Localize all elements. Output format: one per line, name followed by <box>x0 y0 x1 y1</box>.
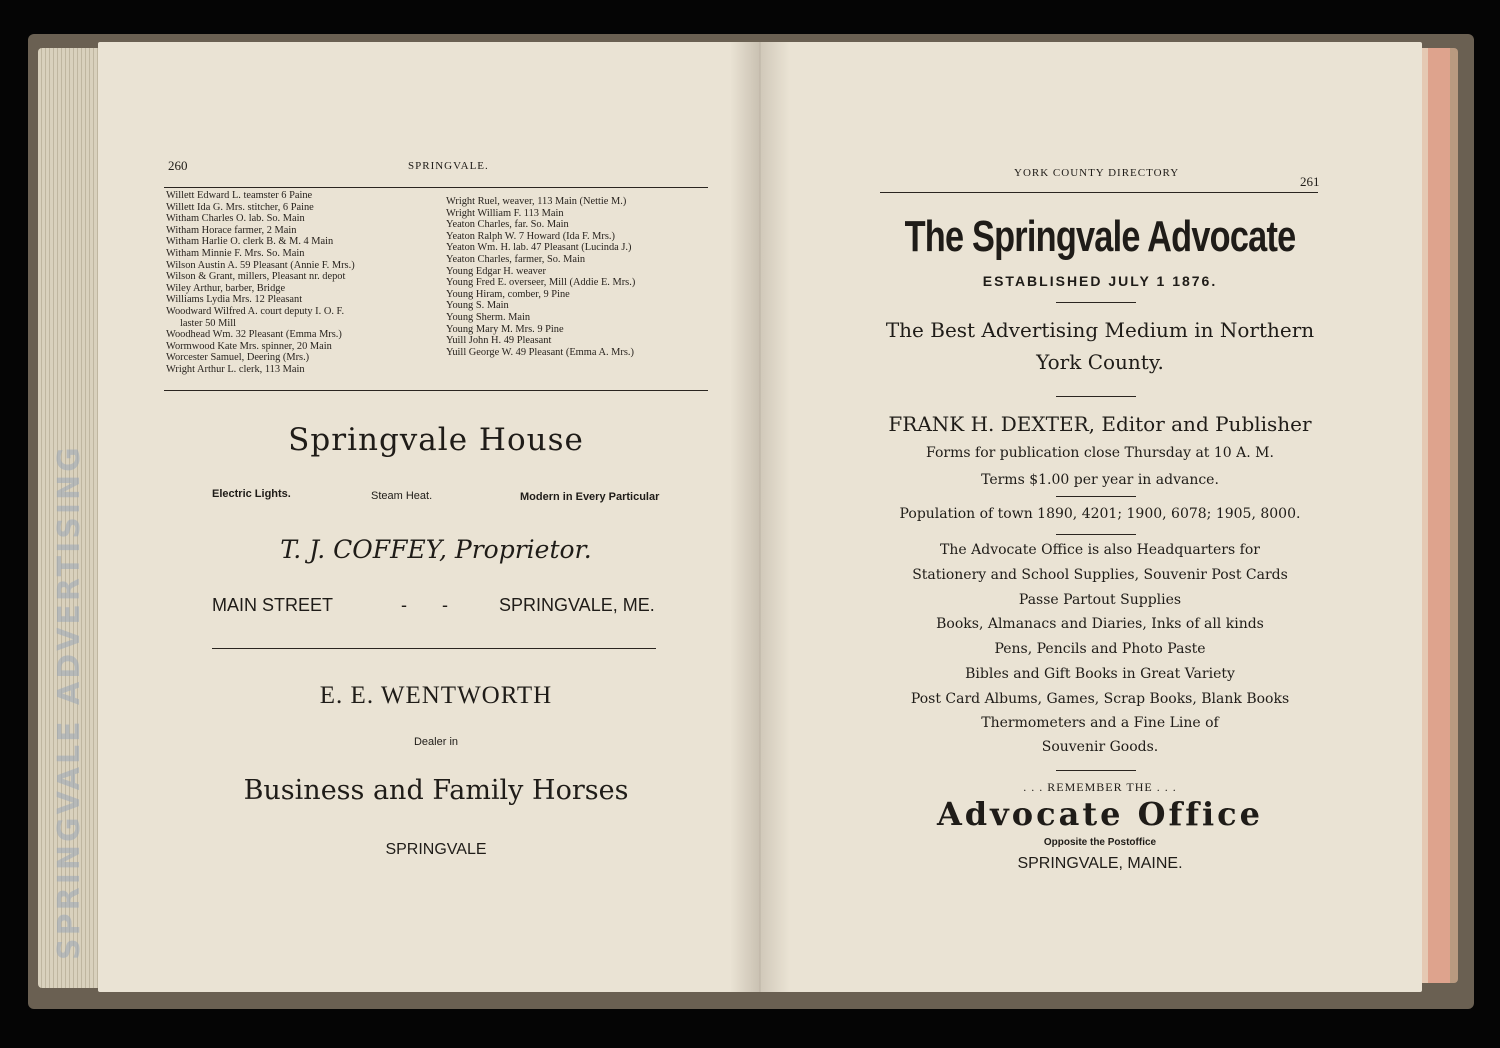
list-item: Wright Arthur L. clerk, 113 Main <box>166 363 305 375</box>
advocate-terms: Terms $1.00 per year in advance. <box>981 472 1219 488</box>
list-item: Witham Harlie O. clerk B. & M. 4 Main <box>166 236 334 248</box>
ad-springvale-house-title: Springvale House <box>288 422 584 458</box>
page-number-left: 260 <box>168 158 188 173</box>
list-item: Yuill George W. 49 Pleasant (Emma A. Mrs.) <box>446 346 634 358</box>
office-line: Stationery and School Supplies, Souvenir Post Cards <box>912 567 1288 583</box>
advocate-established: ESTABLISHED JULY 1 1876. <box>982 273 1218 289</box>
list-item: Wormwood Kate Mrs. spinner, 20 Main <box>166 340 332 352</box>
right-page <box>760 42 1422 992</box>
ad-proprietor: T. J. COFFEY, Proprietor. <box>280 535 592 564</box>
ad-wentworth-name: E. E. WENTWORTH <box>319 682 553 709</box>
advocate-title: The Springvale Advocate <box>904 212 1296 261</box>
page-edge-label: SPRINGVALE ADVERTISING <box>52 444 87 960</box>
list-item: Witham Minnie F. Mrs. So. Main <box>166 247 305 259</box>
list-item: Yuill John H. 49 Pleasant <box>446 335 552 347</box>
list-item: Young Edgar H. weaver <box>446 265 546 277</box>
ad-address-street: MAIN STREET <box>212 595 334 615</box>
office-line: Books, Almanacs and Diaries, Inks of all kinds <box>936 616 1264 632</box>
short-rule <box>1056 302 1136 303</box>
list-item: Willett Edward L. teamster 6 Paine <box>166 190 313 201</box>
list-item: Wiley Arthur, barber, Bridge <box>166 282 286 294</box>
list-item: Woodhead Wm. 32 Pleasant (Emma Mrs.) <box>166 329 342 341</box>
list-item: Wright Ruel, weaver, 113 Main (Nettie M.) <box>446 196 627 207</box>
list-item: Yeaton Charles, farmer, So. Main <box>446 253 586 265</box>
advocate-population: Population of town 1890, 4201; 1900, 6078; 1905, 8000. <box>899 506 1301 522</box>
ad-town: SPRINGVALE <box>385 841 487 858</box>
list-item: Witham Charles O. lab. So. Main <box>166 213 305 225</box>
advocate-forms: Forms for publication close Thursday at 10 A. M. <box>926 445 1274 461</box>
ad-address-dash: - <box>401 595 407 615</box>
running-head-left: SPRINGVALE. <box>408 160 489 172</box>
office-line: Passe Partout Supplies <box>1018 592 1182 608</box>
office-line: Pens, Pencils and Photo Paste <box>994 641 1206 657</box>
advocate-office-title: Advocate Office <box>936 795 1264 833</box>
header-rule-left <box>164 187 708 188</box>
list-item: Williams Lydia Mrs. 12 Pleasant <box>166 294 303 306</box>
office-line: Post Card Albums, Games, Scrap Books, Blank Books <box>910 691 1290 707</box>
listings-end-rule <box>164 390 708 391</box>
short-rule <box>1056 534 1136 535</box>
directory-listings-col1 <box>166 190 436 376</box>
advocate-tagline-2: York County. <box>1036 350 1164 374</box>
short-rule <box>1056 396 1136 397</box>
list-item: Wilson Austin A. 59 Pleasant (Annie F. Mrs.) <box>166 259 355 271</box>
running-head-right: YORK COUNTY DIRECTORY <box>1014 167 1180 179</box>
list-item: Yeaton Charles, far. So. Main <box>446 219 569 231</box>
directory-listings-col2 <box>446 196 716 358</box>
advocate-tagline: The Best Advertising Medium in Northern <box>885 318 1315 342</box>
ad-feature-modern: Modern in Every Particular <box>520 491 660 503</box>
office-line: Bibles and Gift Books in Great Variety <box>965 666 1235 682</box>
ad-business-horses: Business and Family Horses <box>243 775 629 806</box>
short-rule <box>1056 770 1136 771</box>
list-item: Young Mary M. Mrs. 9 Pine <box>446 323 564 335</box>
ad-divider-rule <box>212 648 656 649</box>
ad-address-dash: - <box>442 595 448 615</box>
page-edges-right <box>1420 48 1458 983</box>
header-rule-right <box>880 192 1318 193</box>
list-item: Worcester Samuel, Deering (Mrs.) <box>166 352 310 364</box>
office-line: The Advocate Office is also Headquarters for <box>940 542 1260 558</box>
advocate-location: SPRINGVALE, MAINE. <box>1017 855 1183 872</box>
ad-feature-electric: Electric Lights. <box>212 488 291 500</box>
office-line: Thermometers and a Fine Line of <box>981 715 1219 731</box>
list-item: Wilson & Grant, millers, Pleasant nr. depot <box>166 271 346 283</box>
page-number-right: 261 <box>1300 174 1320 189</box>
list-item: Young Sherm. Main <box>446 311 531 323</box>
ad-feature-steam: Steam Heat. <box>371 490 433 502</box>
left-page <box>98 42 760 992</box>
office-line: Souvenir Goods. <box>1041 739 1159 755</box>
ad-address-town: SPRINGVALE, ME. <box>499 595 655 615</box>
short-rule <box>1056 496 1136 497</box>
list-item: Willett Ida G. Mrs. stitcher, 6 Paine <box>166 201 314 213</box>
book-gutter <box>730 42 790 992</box>
list-item: Witham Horace farmer, 2 Main <box>166 224 297 236</box>
list-item: Yeaton Ralph W. 7 Howard (Ida F. Mrs.) <box>446 230 615 242</box>
advocate-editor: FRANK H. DEXTER, Editor and Publisher <box>888 412 1312 436</box>
list-item: Young Hiram, comber, 9 Pine <box>446 288 570 300</box>
advocate-opposite: Opposite the Postoffice <box>1043 837 1157 848</box>
list-item: laster 50 Mill <box>180 317 236 329</box>
list-item: Young Fred E. overseer, Mill (Addie E. Mrs.) <box>446 277 636 289</box>
list-item: Yeaton Wm. H. lab. 47 Pleasant (Lucinda J.) <box>446 242 632 254</box>
ad-dealer-in: Dealer in <box>413 736 459 748</box>
list-item: Young S. Main <box>446 300 509 312</box>
remember-line: . . . REMEMBER THE . . . <box>1023 780 1177 794</box>
list-item: Woodward Wilfred A. court deputy I. O. F. <box>166 305 345 317</box>
list-item: Wright William F. 113 Main <box>446 207 564 219</box>
